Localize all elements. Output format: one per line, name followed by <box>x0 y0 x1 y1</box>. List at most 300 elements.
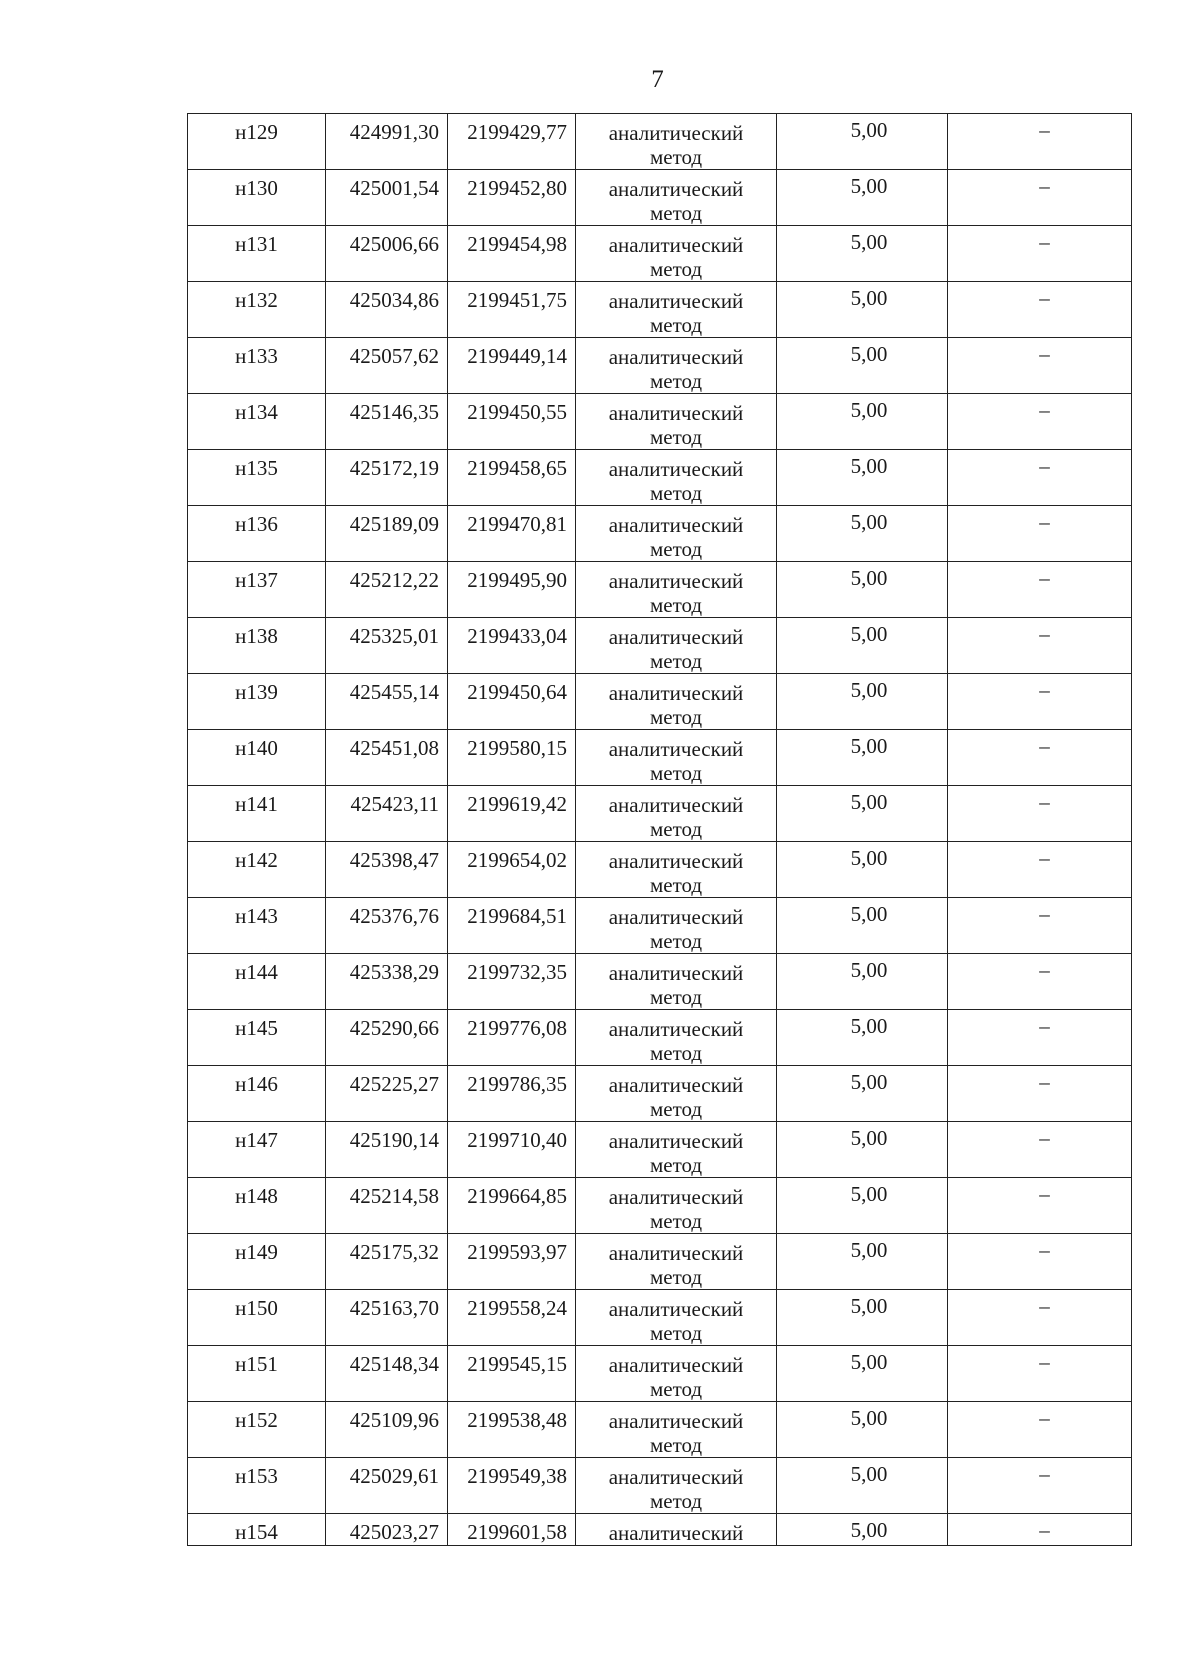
method-text <box>576 1458 776 1513</box>
description-text: – <box>1039 174 1050 198</box>
method-cell <box>576 170 777 226</box>
table-row <box>188 394 1132 450</box>
table-row <box>188 1402 1132 1458</box>
point-id-cell <box>188 338 326 394</box>
accuracy-cell <box>777 1458 948 1514</box>
point-id-cell <box>188 1010 326 1066</box>
point-id-cell <box>188 730 326 786</box>
point-id-text: н142 <box>235 848 278 872</box>
accuracy-cell <box>777 1066 948 1122</box>
accuracy-text: 5,00 <box>850 1014 888 1038</box>
x-coordinate-cell <box>326 114 448 170</box>
description-cell <box>948 674 1132 730</box>
y-coordinate-cell <box>448 114 576 170</box>
description-cell <box>948 786 1132 842</box>
point-id-text: н141 <box>235 792 278 816</box>
description-cell <box>948 562 1132 618</box>
method-line-2: метод <box>649 593 703 617</box>
x-coordinate-cell <box>326 954 448 1010</box>
method-line-1: аналитический <box>608 961 744 985</box>
method-text <box>576 114 776 169</box>
accuracy-text: 5,00 <box>850 342 888 366</box>
method-text <box>576 226 776 281</box>
method-line-1: аналитический <box>608 905 744 929</box>
method-line-1: аналитический <box>608 345 744 369</box>
method-line-2: метод <box>649 649 703 673</box>
description-cell <box>948 450 1132 506</box>
method-cell <box>576 226 777 282</box>
method-cell <box>576 1290 777 1346</box>
method-line-2: метод <box>649 1321 703 1345</box>
table-row <box>188 1234 1132 1290</box>
x-coordinate-cell <box>326 1010 448 1066</box>
point-id-text: н134 <box>235 400 278 424</box>
accuracy-cell <box>777 786 948 842</box>
x-coordinate-cell <box>326 898 448 954</box>
y-coordinate-cell <box>448 730 576 786</box>
accuracy-text: 5,00 <box>850 678 888 702</box>
y-coordinate-cell <box>448 506 576 562</box>
description-cell <box>948 506 1132 562</box>
point-id-text: н147 <box>235 1128 278 1152</box>
point-id-text: н149 <box>235 1240 278 1264</box>
x-coordinate-cell <box>326 338 448 394</box>
method-line-1: аналитический <box>608 1129 744 1153</box>
accuracy-text: 5,00 <box>850 1238 888 1262</box>
table-row <box>188 674 1132 730</box>
point-id-cell <box>188 226 326 282</box>
method-text <box>576 1514 776 1545</box>
table-row <box>188 1178 1132 1234</box>
method-line-1: аналитический <box>608 1017 744 1041</box>
method-line-2: метод <box>649 1153 703 1177</box>
x-coordinate-cell <box>326 282 448 338</box>
method-line-1: аналитический <box>608 625 744 649</box>
y-coordinate-text: 2199580,15 <box>467 736 567 760</box>
description-cell <box>948 1290 1132 1346</box>
accuracy-cell <box>777 1122 948 1178</box>
x-coordinate-text: 424991,30 <box>349 120 439 144</box>
y-coordinate-text: 2199664,85 <box>467 1184 567 1208</box>
description-text: – <box>1039 1462 1050 1486</box>
y-coordinate-cell <box>448 226 576 282</box>
method-text <box>576 1178 776 1233</box>
method-cell <box>576 786 777 842</box>
accuracy-text: 5,00 <box>850 846 888 870</box>
table-row <box>188 1514 1132 1546</box>
description-text: – <box>1039 678 1050 702</box>
description-text: – <box>1039 958 1050 982</box>
point-id-cell <box>188 506 326 562</box>
y-coordinate-text: 2199495,90 <box>467 568 567 592</box>
accuracy-cell <box>777 1346 948 1402</box>
method-text <box>576 1234 776 1289</box>
description-text: – <box>1039 510 1050 534</box>
point-id-cell <box>188 1122 326 1178</box>
description-cell <box>948 1010 1132 1066</box>
description-cell <box>948 394 1132 450</box>
point-id-cell <box>188 1346 326 1402</box>
method-line-1: аналитический <box>608 1073 744 1097</box>
method-line-1: аналитический <box>608 1185 744 1209</box>
point-id-text: н148 <box>235 1184 278 1208</box>
method-cell <box>576 338 777 394</box>
x-coordinate-cell <box>326 1458 448 1514</box>
method-cell <box>576 394 777 450</box>
coordinates-table-body <box>188 114 1132 1546</box>
accuracy-cell <box>777 1234 948 1290</box>
x-coordinate-text: 425146,35 <box>349 400 439 424</box>
method-cell <box>576 618 777 674</box>
point-id-cell <box>188 114 326 170</box>
method-text <box>576 1402 776 1457</box>
x-coordinate-cell <box>326 1346 448 1402</box>
method-line-2: метод <box>649 1097 703 1121</box>
method-text <box>576 562 776 617</box>
description-text: – <box>1039 1406 1050 1430</box>
accuracy-text: 5,00 <box>850 286 888 310</box>
method-line-2: метод <box>649 761 703 785</box>
description-text: – <box>1039 398 1050 422</box>
method-line-1: аналитический <box>608 793 744 817</box>
point-id-text: н146 <box>235 1072 278 1096</box>
y-coordinate-cell <box>448 786 576 842</box>
accuracy-text: 5,00 <box>850 566 888 590</box>
x-coordinate-text: 425212,22 <box>349 568 439 592</box>
point-id-cell <box>188 450 326 506</box>
method-line-1: аналитический <box>608 233 744 257</box>
method-text <box>576 1010 776 1065</box>
accuracy-cell <box>777 394 948 450</box>
description-text: – <box>1039 454 1050 478</box>
accuracy-cell <box>777 562 948 618</box>
method-cell <box>576 1066 777 1122</box>
accuracy-text: 5,00 <box>850 1462 888 1486</box>
description-text: – <box>1039 1014 1050 1038</box>
method-line-2: метод <box>649 1041 703 1065</box>
method-line-1: аналитический <box>608 1521 744 1545</box>
y-coordinate-cell <box>448 1290 576 1346</box>
method-line-1: аналитический <box>608 849 744 873</box>
accuracy-cell <box>777 1010 948 1066</box>
table-row <box>188 1010 1132 1066</box>
point-id-text: н154 <box>235 1520 278 1544</box>
x-coordinate-cell <box>326 394 448 450</box>
y-coordinate-cell <box>448 1458 576 1514</box>
method-cell <box>576 674 777 730</box>
point-id-text: н130 <box>235 176 278 200</box>
table-row <box>188 618 1132 674</box>
y-coordinate-cell <box>448 1514 576 1546</box>
description-cell <box>948 1402 1132 1458</box>
table-row <box>188 1066 1132 1122</box>
point-id-text: н133 <box>235 344 278 368</box>
x-coordinate-cell <box>326 1234 448 1290</box>
description-cell <box>948 1458 1132 1514</box>
y-coordinate-text: 2199545,15 <box>467 1352 567 1376</box>
point-id-cell <box>188 1178 326 1234</box>
x-coordinate-cell <box>326 1066 448 1122</box>
x-coordinate-cell <box>326 1402 448 1458</box>
description-text: – <box>1039 1182 1050 1206</box>
table-row <box>188 1458 1132 1514</box>
point-id-text: н131 <box>235 232 278 256</box>
description-cell <box>948 338 1132 394</box>
point-id-text: н150 <box>235 1296 278 1320</box>
method-text <box>576 1122 776 1177</box>
table-row <box>188 842 1132 898</box>
method-text <box>576 394 776 449</box>
y-coordinate-text: 2199429,77 <box>467 120 567 144</box>
description-text: – <box>1039 622 1050 646</box>
method-line-1: аналитический <box>608 681 744 705</box>
method-cell <box>576 506 777 562</box>
method-text <box>576 730 776 785</box>
table-row <box>188 1290 1132 1346</box>
x-coordinate-text: 425006,66 <box>349 232 439 256</box>
accuracy-cell <box>777 1402 948 1458</box>
table-row <box>188 226 1132 282</box>
method-cell <box>576 114 777 170</box>
y-coordinate-text: 2199654,02 <box>467 848 567 872</box>
accuracy-cell <box>777 226 948 282</box>
accuracy-text: 5,00 <box>850 790 888 814</box>
point-id-cell <box>188 954 326 1010</box>
accuracy-text: 5,00 <box>850 510 888 534</box>
method-cell <box>576 954 777 1010</box>
accuracy-text: 5,00 <box>850 1406 888 1430</box>
description-cell <box>948 1514 1132 1546</box>
description-cell <box>948 1066 1132 1122</box>
point-id-cell <box>188 1066 326 1122</box>
y-coordinate-text: 2199450,55 <box>467 400 567 424</box>
x-coordinate-text: 425001,54 <box>349 176 439 200</box>
accuracy-text: 5,00 <box>850 454 888 478</box>
x-coordinate-text: 425023,27 <box>349 1520 439 1544</box>
x-coordinate-text: 425325,01 <box>349 624 439 648</box>
point-id-cell <box>188 898 326 954</box>
x-coordinate-cell <box>326 1514 448 1546</box>
method-line-1: аналитический <box>608 1465 744 1489</box>
method-text <box>576 170 776 225</box>
method-text <box>576 1346 776 1401</box>
method-line-2: метод <box>649 1265 703 1289</box>
accuracy-cell <box>777 338 948 394</box>
method-line-2: метод <box>649 481 703 505</box>
y-coordinate-cell <box>448 170 576 226</box>
y-coordinate-cell <box>448 1010 576 1066</box>
x-coordinate-text: 425376,76 <box>349 904 439 928</box>
description-cell <box>948 842 1132 898</box>
accuracy-text: 5,00 <box>850 902 888 926</box>
y-coordinate-text: 2199776,08 <box>467 1016 567 1040</box>
method-text <box>576 954 776 1009</box>
method-line-1: аналитический <box>608 457 744 481</box>
method-line-1: аналитический <box>608 401 744 425</box>
x-coordinate-cell <box>326 450 448 506</box>
y-coordinate-cell <box>448 842 576 898</box>
x-coordinate-text: 425451,08 <box>349 736 439 760</box>
x-coordinate-text: 425225,27 <box>349 1072 439 1096</box>
y-coordinate-cell <box>448 1178 576 1234</box>
table-row <box>188 730 1132 786</box>
table-row <box>188 898 1132 954</box>
description-text: – <box>1039 1518 1050 1542</box>
y-coordinate-text: 2199451,75 <box>467 288 567 312</box>
table-row <box>188 114 1132 170</box>
y-coordinate-text: 2199433,04 <box>467 624 567 648</box>
point-id-cell <box>188 394 326 450</box>
description-text: – <box>1039 342 1050 366</box>
method-line-2: метод <box>649 1209 703 1233</box>
method-line-1: аналитический <box>608 1353 744 1377</box>
point-id-cell <box>188 1402 326 1458</box>
description-cell <box>948 1122 1132 1178</box>
point-id-cell <box>188 562 326 618</box>
table-row <box>188 954 1132 1010</box>
y-coordinate-text: 2199449,14 <box>467 344 567 368</box>
x-coordinate-text: 425148,34 <box>349 1352 439 1376</box>
method-cell <box>576 1402 777 1458</box>
accuracy-cell <box>777 282 948 338</box>
method-line-2: метод <box>649 145 703 169</box>
description-text: – <box>1039 1294 1050 1318</box>
x-coordinate-text: 425163,70 <box>349 1296 439 1320</box>
point-id-text: н152 <box>235 1408 278 1432</box>
point-id-text: н136 <box>235 512 278 536</box>
method-text <box>576 282 776 337</box>
method-text <box>576 506 776 561</box>
y-coordinate-text: 2199538,48 <box>467 1408 567 1432</box>
point-id-text: н139 <box>235 680 278 704</box>
method-line-2: метод <box>649 257 703 281</box>
accuracy-text: 5,00 <box>850 1070 888 1094</box>
method-line-2: метод <box>649 985 703 1009</box>
method-line-2: метод <box>649 313 703 337</box>
description-cell <box>948 730 1132 786</box>
y-coordinate-cell <box>448 1122 576 1178</box>
method-cell <box>576 562 777 618</box>
y-coordinate-cell <box>448 562 576 618</box>
point-id-cell <box>188 842 326 898</box>
coordinates-table <box>187 113 1132 1546</box>
y-coordinate-cell <box>448 282 576 338</box>
y-coordinate-cell <box>448 1234 576 1290</box>
method-cell <box>576 898 777 954</box>
method-line-2: метод <box>649 425 703 449</box>
method-text <box>576 786 776 841</box>
method-line-2: метод <box>649 201 703 225</box>
accuracy-cell <box>777 1290 948 1346</box>
method-line-2: метод <box>649 1433 703 1457</box>
point-id-cell <box>188 674 326 730</box>
description-text: – <box>1039 230 1050 254</box>
method-text <box>576 618 776 673</box>
point-id-cell <box>188 1290 326 1346</box>
x-coordinate-cell <box>326 562 448 618</box>
point-id-text: н151 <box>235 1352 278 1376</box>
accuracy-cell <box>777 450 948 506</box>
y-coordinate-text: 2199684,51 <box>467 904 567 928</box>
method-cell <box>576 1458 777 1514</box>
method-cell <box>576 282 777 338</box>
accuracy-cell <box>777 1514 948 1546</box>
y-coordinate-text: 2199454,98 <box>467 232 567 256</box>
method-cell <box>576 1178 777 1234</box>
point-id-text: н138 <box>235 624 278 648</box>
description-cell <box>948 1234 1132 1290</box>
x-coordinate-cell <box>326 1122 448 1178</box>
method-line-1: аналитический <box>608 177 744 201</box>
method-cell <box>576 1514 777 1546</box>
x-coordinate-cell <box>326 226 448 282</box>
method-line-2: метод <box>649 369 703 393</box>
method-line-1: аналитический <box>608 121 744 145</box>
y-coordinate-text: 2199732,35 <box>467 960 567 984</box>
accuracy-text: 5,00 <box>850 1182 888 1206</box>
accuracy-cell <box>777 674 948 730</box>
y-coordinate-text: 2199470,81 <box>467 512 567 536</box>
x-coordinate-cell <box>326 506 448 562</box>
accuracy-text: 5,00 <box>850 1518 888 1542</box>
description-text: – <box>1039 902 1050 926</box>
accuracy-cell <box>777 1178 948 1234</box>
description-text: – <box>1039 1126 1050 1150</box>
method-line-1: аналитический <box>608 289 744 313</box>
point-id-text: н153 <box>235 1464 278 1488</box>
x-coordinate-text: 425338,29 <box>349 960 439 984</box>
x-coordinate-text: 425189,09 <box>349 512 439 536</box>
method-cell <box>576 1234 777 1290</box>
method-text <box>576 898 776 953</box>
point-id-cell <box>188 786 326 842</box>
point-id-cell <box>188 1234 326 1290</box>
description-text: – <box>1039 846 1050 870</box>
point-id-cell <box>188 282 326 338</box>
accuracy-text: 5,00 <box>850 174 888 198</box>
method-line-1: аналитический <box>608 569 744 593</box>
description-cell <box>948 618 1132 674</box>
accuracy-cell <box>777 842 948 898</box>
y-coordinate-cell <box>448 618 576 674</box>
description-text: – <box>1039 118 1050 142</box>
x-coordinate-text: 425034,86 <box>349 288 439 312</box>
method-line-2: метод <box>649 873 703 897</box>
accuracy-text: 5,00 <box>850 118 888 142</box>
description-text: – <box>1039 790 1050 814</box>
description-text: – <box>1039 1238 1050 1262</box>
method-line-2: метод <box>649 1489 703 1513</box>
x-coordinate-text: 425175,32 <box>349 1240 439 1264</box>
method-line-2: метод <box>649 537 703 561</box>
accuracy-cell <box>777 506 948 562</box>
y-coordinate-text: 2199558,24 <box>467 1296 567 1320</box>
y-coordinate-text: 2199450,64 <box>467 680 567 704</box>
y-coordinate-text: 2199593,97 <box>467 1240 567 1264</box>
description-cell <box>948 282 1132 338</box>
description-text: – <box>1039 1070 1050 1094</box>
accuracy-text: 5,00 <box>850 1294 888 1318</box>
accuracy-text: 5,00 <box>850 398 888 422</box>
y-coordinate-cell <box>448 450 576 506</box>
point-id-text: н145 <box>235 1016 278 1040</box>
accuracy-text: 5,00 <box>850 1350 888 1374</box>
y-coordinate-text: 2199549,38 <box>467 1464 567 1488</box>
method-text <box>576 842 776 897</box>
point-id-text: н143 <box>235 904 278 928</box>
description-cell <box>948 1346 1132 1402</box>
accuracy-cell <box>777 170 948 226</box>
